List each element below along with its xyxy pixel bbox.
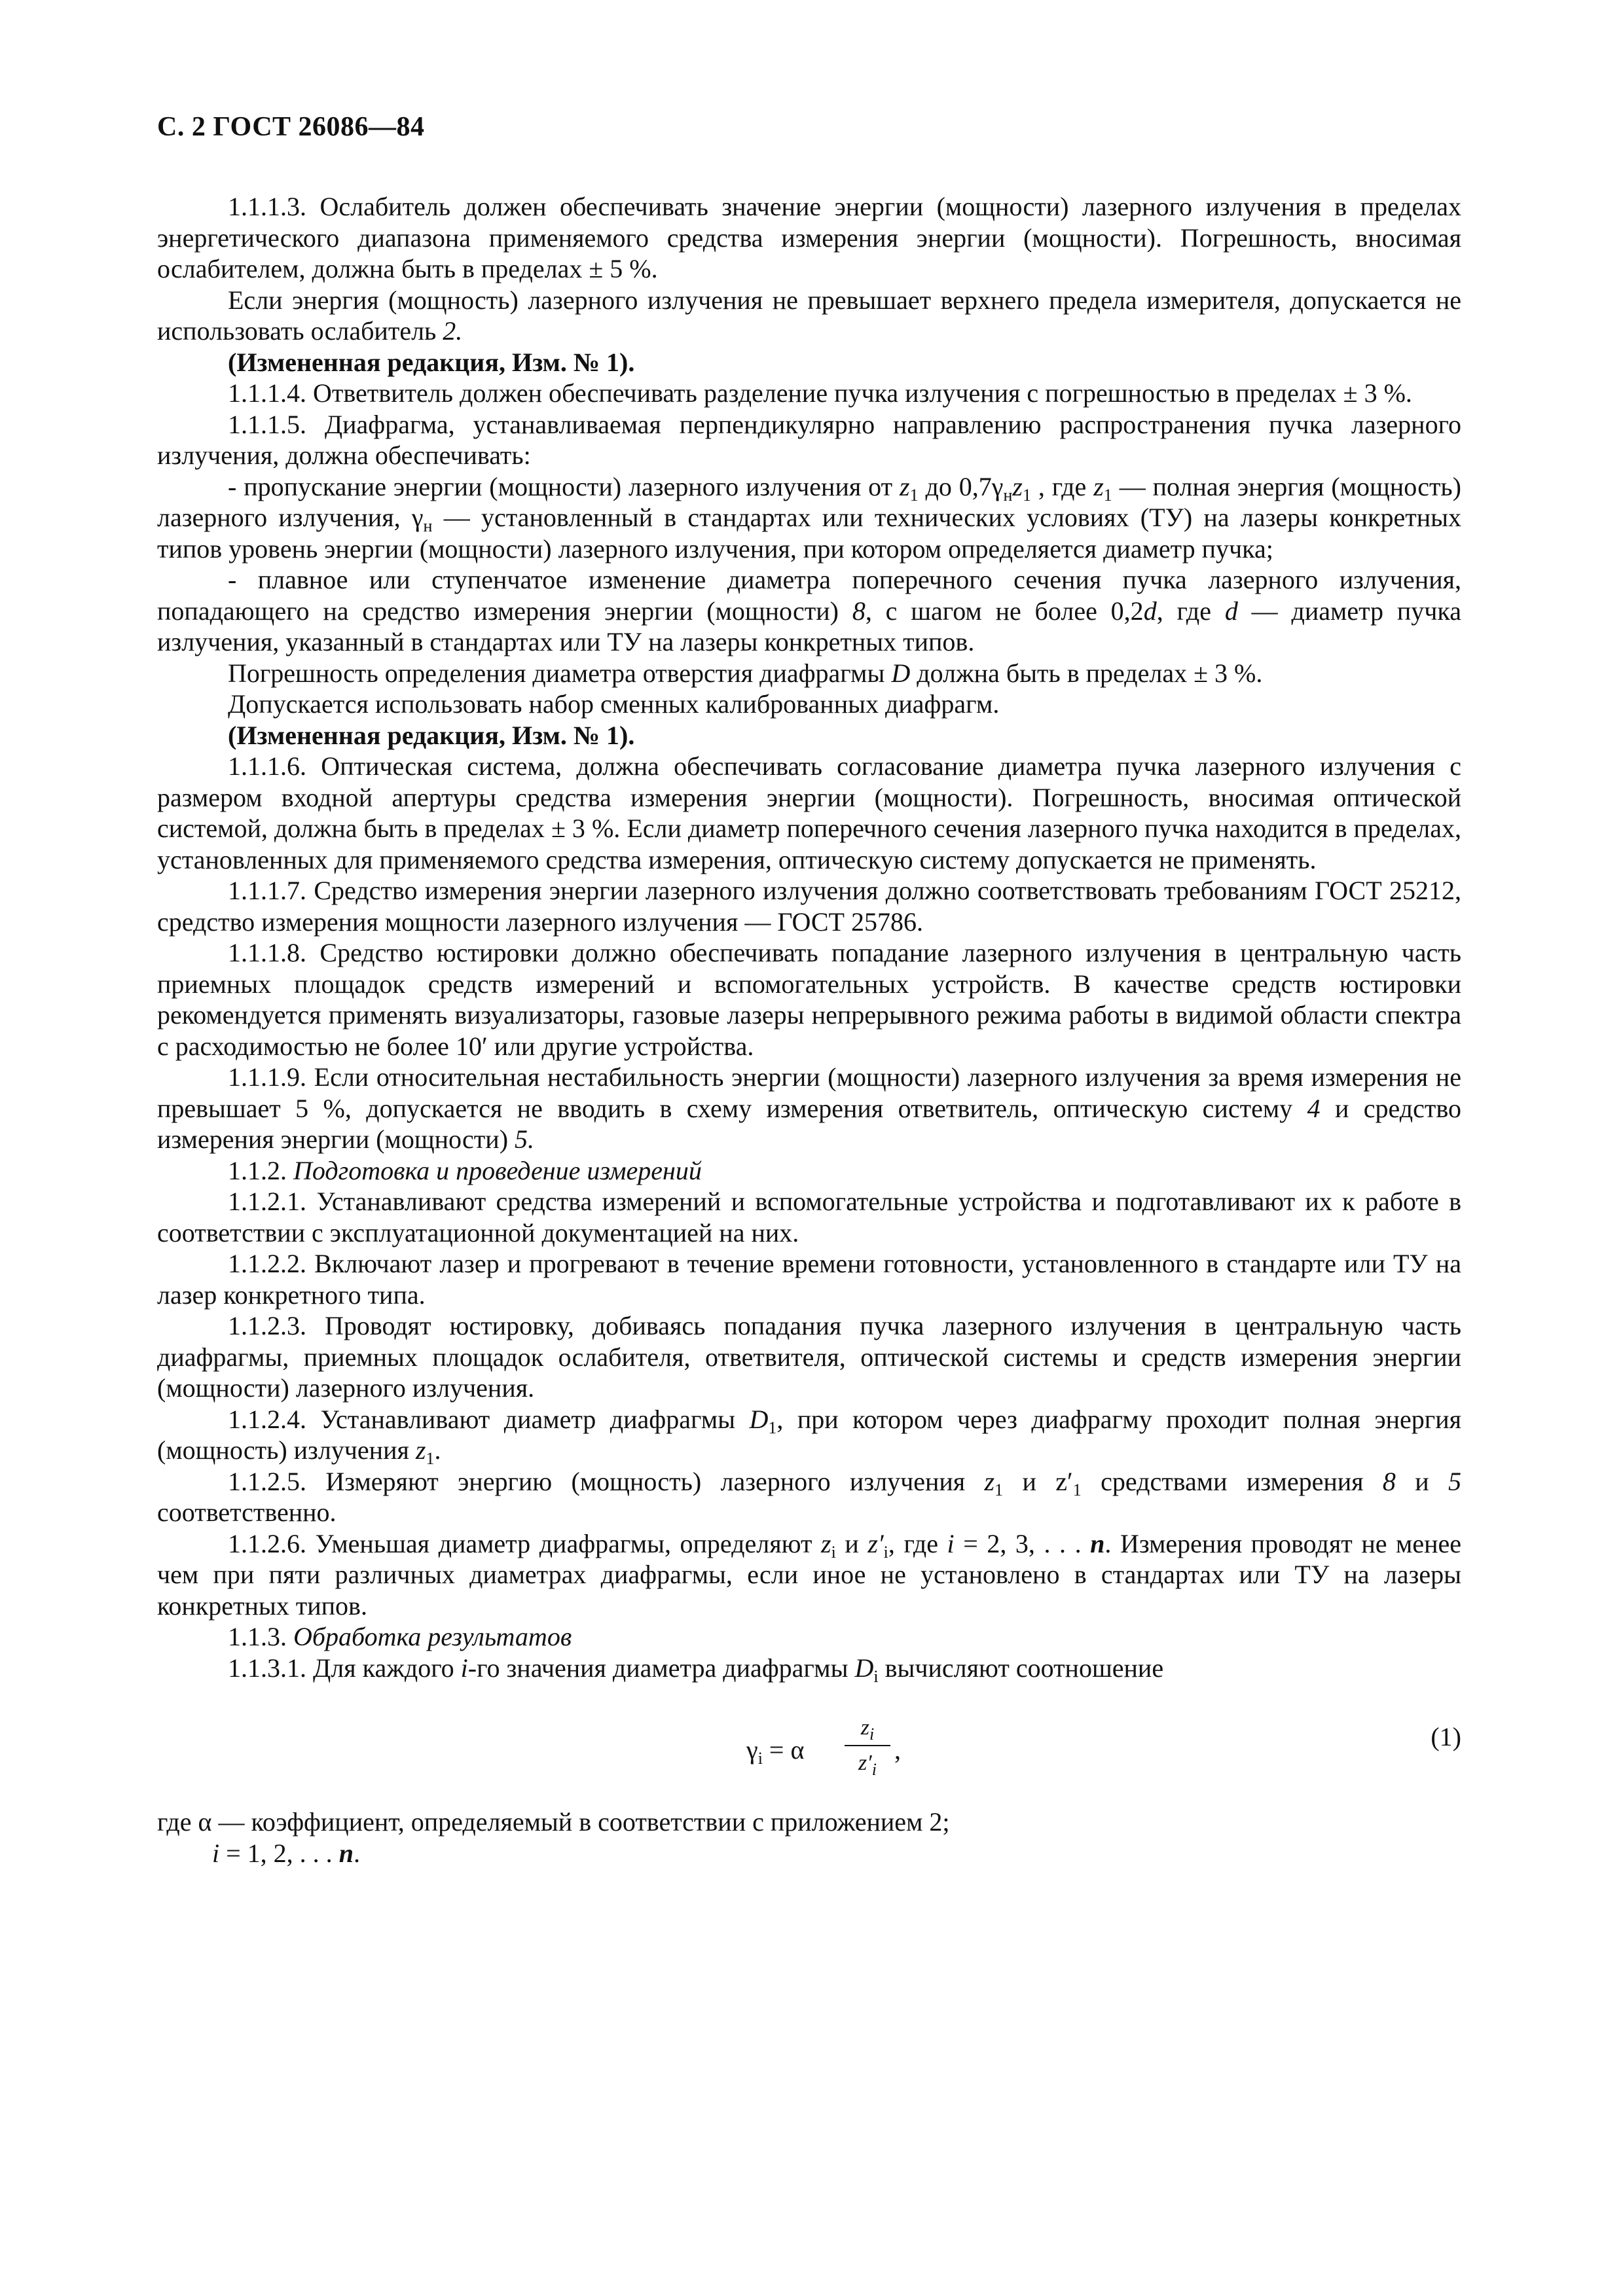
- formula-comma: ,: [894, 1735, 901, 1765]
- paragraph-diaphragm-set: Допускается использовать набор сменных калиброванных диафрагм.: [228, 689, 1000, 719]
- li1-text-2: до 0,7γ: [918, 471, 1004, 501]
- formula-eq: = α: [762, 1735, 805, 1765]
- p1125-text-3: средствами измерения: [1081, 1466, 1383, 1496]
- p1126-sub-i: i: [831, 1542, 836, 1562]
- li1-sub: 1: [909, 485, 919, 505]
- p1131-text-1: 1.1.3.1. Для каждого: [228, 1653, 461, 1683]
- fraction-bar: [845, 1745, 890, 1746]
- p1126-text-4: = 2, 3, . . .: [954, 1528, 1091, 1558]
- p1124-text-3: .: [434, 1435, 441, 1465]
- li1-sub-3: 1: [1103, 485, 1112, 505]
- p1125-sub: 1: [994, 1480, 1004, 1499]
- p1126-text-5: . Измерения проводят не менее чем при пяти различных диаметрах диафрагмы, если иное не установлено в стандартах или ТУ на лазеры конкретных типов.: [157, 1528, 1462, 1621]
- p1131-sub-i: i: [873, 1666, 879, 1686]
- li1-z-2: z: [1012, 471, 1023, 501]
- document-body: [157, 191, 1461, 1869]
- formula-lhs: [746, 1734, 804, 1766]
- p1126-text-3: , где: [888, 1528, 947, 1558]
- list-item-transmission: [157, 471, 1461, 565]
- p1125-text-2: и: [1003, 1466, 1056, 1496]
- list-item-diameter-change: [157, 564, 1461, 658]
- p1125-text-5: соответственно.: [157, 1498, 337, 1527]
- formula-1: [157, 1699, 1461, 1797]
- section-1-1-3-number: 1.1.3.: [228, 1622, 293, 1651]
- paragraph-1-1-1-9: [157, 1062, 1461, 1155]
- formula-numerator: [845, 1712, 890, 1744]
- li2-d-2: d: [1224, 596, 1238, 626]
- p1124-text-1: 1.1.2.4. Устанавливают диаметр диафрагмы: [228, 1404, 750, 1434]
- formula-num-z: z: [860, 1715, 869, 1740]
- attenuator-note-text: Если энергия (мощность) лазерного излучения не превышает верхнего предела измерителя, допускается не использовать ослабитель: [157, 285, 1461, 346]
- paragraph-1-1-2-5: [157, 1466, 1461, 1528]
- where-end: .: [353, 1838, 360, 1868]
- p1125-sub-2: 1: [1072, 1480, 1082, 1499]
- p1124-sub: 1: [768, 1418, 777, 1437]
- section-1-1-2-heading: [157, 1155, 1461, 1187]
- p1131-i: i: [460, 1653, 468, 1683]
- equation-number: (1): [1431, 1722, 1461, 1751]
- paragraph-1-1-1-6: 1.1.1.6. Оптическая система, должна обеспечивать согласование диаметра пучка лазерного излучения с размером входной апертуры средства измерения энергии (мощности). Погрешность, вносимая оптической системой, должна быть в пределах ± 3 %. Если диаметр поперечного сечения лазерного пучка находится в пределах, установленных для применяемого средства измерения, оптическую систему допускается не применять.: [157, 751, 1461, 874]
- p119-text-2: и средство измерения энергии (мощности): [157, 1093, 1461, 1154]
- p119-text-1: 1.1.1.9. Если относительная нестабильность энергии (мощности) лазерного излучения за время измерения не превышает 5 %, допускается не вводить в схему измерения ответвитель, оптическую систему: [157, 1062, 1461, 1123]
- li1-text-1: - пропускание энергии (мощности) лазерного излучения от: [228, 471, 900, 501]
- p1126-text-2: и: [835, 1528, 868, 1558]
- where-n: n: [338, 1838, 354, 1868]
- paragraph-1-1-2-6: [157, 1528, 1461, 1622]
- li1-z-3: z: [1093, 471, 1104, 501]
- formula-num-sub: i: [869, 1725, 875, 1744]
- p1131-D: D: [854, 1653, 874, 1683]
- li2-d: d: [1143, 596, 1157, 626]
- where-i: i: [212, 1838, 220, 1868]
- attenuator-ref: 2.: [443, 316, 463, 346]
- section-1-1-3-heading: [157, 1621, 1461, 1653]
- p1131-text-2: -го значения диаметра диафрагмы: [467, 1653, 855, 1683]
- paragraph-1-1-2-4: [157, 1404, 1461, 1466]
- p1124-z: z: [415, 1435, 426, 1465]
- p1131-text-3: вычисляют соотношение: [878, 1653, 1164, 1683]
- p1126-i: i: [947, 1528, 955, 1558]
- page-header: С. 2 ГОСТ 26086—84: [157, 112, 425, 142]
- formula-den-z: z′: [858, 1750, 872, 1775]
- paragraph-attenuator-note: [157, 285, 1461, 347]
- li1-sub-2: 1: [1022, 485, 1031, 505]
- diam-text-2: должна быть в пределах ± 3 %.: [910, 658, 1263, 688]
- formula-gamma-sub: i: [757, 1749, 763, 1768]
- p1124-D: D: [749, 1404, 769, 1434]
- li2-text-2: , с шагом не более 0,2: [865, 596, 1144, 626]
- paragraph-1-1-1-5: 1.1.1.5. Диафрагма, устанавливаемая перпендикулярно направлению распространения пучка лазерного излучения, должна обеспечивать:: [157, 409, 1461, 470]
- paragraph-1-1-2-3: 1.1.2.3. Проводят юстировку, добиваясь попадания пучка лазерного излучения в центральную часть диафрагмы, приемных площадок ослабителя, ответвителя, оптической системы и средств измерения энергии (мощности) лазерного излучения.: [157, 1311, 1461, 1403]
- p1126-n: n: [1090, 1528, 1105, 1558]
- p119-ref-4: 4: [1307, 1093, 1321, 1123]
- paragraph-1-1-2-1: 1.1.2.1. Устанавливают средства измерений и вспомогательные устройства и подготавливают их к работе в соответствии с эксплуатационной документацией на них.: [157, 1187, 1461, 1247]
- diam-D: D: [891, 658, 911, 688]
- p1126-zpi: z′: [867, 1528, 884, 1558]
- paragraph-1-1-2-2: 1.1.2.2. Включают лазер и прогревают в течение времени готовности, установленного в стандарте или ТУ на лазер конкретного типа.: [157, 1249, 1461, 1310]
- p1126-sub-i-2: i: [883, 1542, 888, 1562]
- li2-text-1: - плавное или ступенчатое изменение диаметра поперечного сечения пучка лазерного излучения, попадающего на средство измерения энергии (мощности): [157, 565, 1461, 626]
- diam-text-1: Погрешность определения диаметра отверстия диафрагмы: [228, 658, 892, 688]
- formula-denominator: [845, 1748, 890, 1779]
- p1126-text-1: 1.1.2.6. Уменьшая диаметр диафрагмы, определяют: [228, 1528, 821, 1558]
- where-alpha: где α — коэффициент, определяемый в соответствии с приложением 2;: [157, 1807, 950, 1837]
- amendment-note-2: (Измененная редакция, Изм. № 1).: [228, 720, 635, 750]
- amendment-note-1: (Измененная редакция, Изм. № 1).: [228, 347, 635, 377]
- li2-ref-8: 8: [852, 596, 866, 626]
- paragraph-1-1-1-4: 1.1.1.4. Ответвитель должен обеспечивать разделение пучка излучения с погрешностью в пределах ± 3 %.: [228, 378, 1412, 408]
- li1-text-3: , где: [1030, 471, 1094, 501]
- p1125-text-1: 1.1.2.5. Измеряют энергию (мощность) лазерного излучения: [228, 1466, 985, 1496]
- section-1-1-3-title: Обработка результатов: [293, 1622, 572, 1651]
- formula-gamma: γ: [746, 1735, 758, 1765]
- section-1-1-2-number: 1.1.2.: [228, 1155, 293, 1185]
- p1125-ref-8: 8: [1382, 1466, 1396, 1496]
- p119-ref-5: 5.: [515, 1124, 535, 1154]
- section-1-1-2-title: Подготовка и проведение измерений: [293, 1155, 702, 1185]
- paragraph-1-1-1-8: 1.1.1.8. Средство юстировки должно обеспечивать попадание лазерного излучения в центральную часть приемных площадок средств измерений и вспомогательных устройств. В качестве средств юстировки рекомендуется применять визуализаторы, газовые лазеры непрерывного режима работы в видимой области спектра с расходимостью не более 10′ или другие устройства.: [157, 938, 1461, 1061]
- li1-z: z: [900, 471, 910, 501]
- li2-text-3: , где: [1156, 596, 1225, 626]
- li1-sub-h-2: н: [423, 516, 433, 535]
- formula-expression: [746, 1712, 1008, 1784]
- p1125-z: z: [984, 1466, 995, 1496]
- p1125-zp: z′: [1055, 1466, 1073, 1496]
- p1124-sub-2: 1: [426, 1449, 435, 1468]
- p1126-zi: z: [821, 1528, 831, 1558]
- paragraph-1-1-1-7: 1.1.1.7. Средство измерения энергии лазерного излучения должно соответствовать требованиям ГОСТ 25212, средство измерения мощности лазерного излучения — ГОСТ 25786.: [157, 876, 1461, 937]
- formula-den-sub: i: [871, 1759, 877, 1779]
- where-i-range: [157, 1838, 1461, 1869]
- li1-text-4: — полная энергия (мощность) лазерного излучения, γ: [157, 471, 1461, 532]
- li2-text-4: — диаметр пучка излучения, указанный в стандартах или ТУ на лазеры конкретных типов.: [157, 596, 1461, 656]
- li1-sub-h: н: [1003, 485, 1013, 505]
- where-i-text: = 1, 2, . . .: [219, 1838, 339, 1868]
- p1124-text-2: , при котором через диафрагму проходит полная энергия (мощность) излучения: [157, 1404, 1462, 1465]
- p1125-ref-5: 5: [1448, 1466, 1462, 1496]
- paragraph-1-1-3-1: [157, 1653, 1461, 1684]
- paragraph-1-1-1-3: 1.1.1.3. Ослабитель должен обеспечивать значение энергии (мощности) лазерного излучения в пределах энергетического диапазона применяемого средства измерения энергии (мощности). Погрешность, вносимая ослабителем, должна быть в пределах ± 5 %.: [157, 192, 1461, 283]
- p1125-text-4: и: [1395, 1466, 1449, 1496]
- formula-fraction: [845, 1712, 890, 1778]
- li1-text-5: — установленный в стандартах или технических условиях (ТУ) на лазеры конкретных типов уровень энергии (мощности) лазерного излучения, при котором определяется диаметр пучка;: [157, 503, 1461, 564]
- paragraph-diameter-error: [157, 658, 1461, 689]
